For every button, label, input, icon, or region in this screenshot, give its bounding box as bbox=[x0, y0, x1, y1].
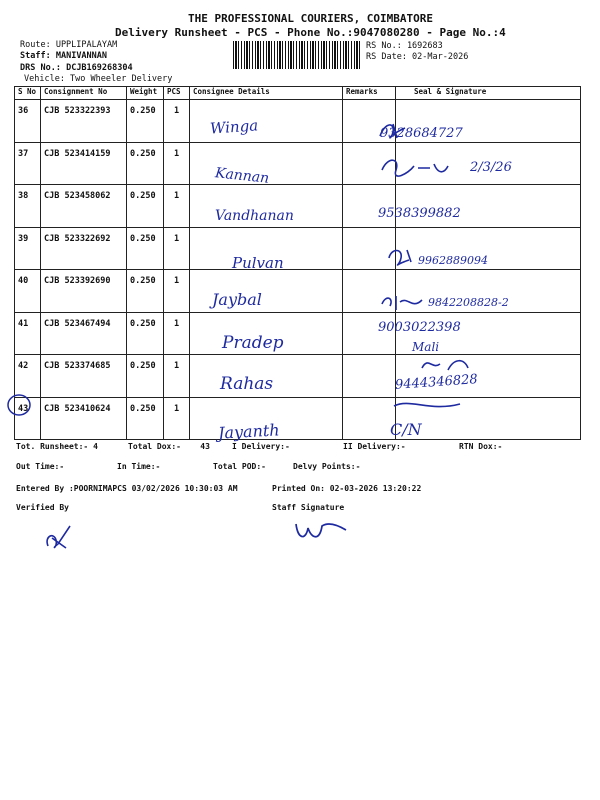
seal-handwriting: 9444346828 bbox=[394, 372, 479, 393]
sno-text: 42 bbox=[18, 361, 29, 371]
pcs-text: 1 bbox=[173, 361, 180, 371]
cell-consignment bbox=[41, 270, 127, 313]
rtn-dox: RTN Dox:- bbox=[459, 442, 503, 451]
total-dox-value: 43 bbox=[200, 442, 210, 451]
consignee-handwriting: Pradep bbox=[222, 333, 284, 353]
cell-sno bbox=[15, 185, 41, 228]
consignee-handwriting: Jaybal bbox=[212, 290, 262, 309]
consignment-text: CJB 523322393 bbox=[44, 106, 111, 116]
total-pod: Total POD:- bbox=[213, 462, 266, 471]
ii-delivery: II Delivery:- bbox=[343, 442, 406, 451]
seal-handwriting: 9962889094 bbox=[418, 254, 488, 267]
runsheet-subtitle: Delivery Runsheet - PCS - Phone No.:9047080280 - Page No.:4 bbox=[115, 26, 506, 39]
cell-sno bbox=[15, 355, 41, 398]
consignee-handwriting: Pulvan bbox=[232, 254, 284, 272]
consignment-text: CJB 523414159 bbox=[44, 148, 111, 159]
cell-pcs bbox=[164, 142, 190, 185]
sno-text: 43 bbox=[18, 403, 29, 414]
pcs-text: 1 bbox=[173, 191, 180, 201]
delvy-points: Delvy Points:- bbox=[293, 462, 361, 471]
weight-text: 0.250 bbox=[130, 233, 156, 244]
pcs-text: 1 bbox=[173, 233, 180, 244]
header-consignment: Consignment No bbox=[41, 87, 127, 100]
cell-pcs bbox=[164, 397, 190, 440]
consignment-text: CJB 523322692 bbox=[44, 233, 111, 244]
total-runsheet: Tot. Runsheet:- 4 bbox=[16, 442, 98, 451]
cell-consignment bbox=[41, 227, 127, 270]
table-row bbox=[15, 312, 581, 355]
cell-sno bbox=[15, 312, 41, 355]
rs-number: RS No.: 1692683 bbox=[366, 41, 443, 51]
cell-weight bbox=[127, 355, 164, 398]
cell-remarks bbox=[343, 397, 396, 440]
staff-value: MANIVANNAN bbox=[55, 51, 108, 61]
table-header-row bbox=[15, 87, 581, 100]
cell-weight bbox=[127, 142, 164, 185]
drs-value: DCJB169268304 bbox=[66, 63, 133, 73]
runsheet-table bbox=[14, 86, 581, 443]
signature-scribble-icon bbox=[385, 244, 419, 270]
cell-consignment bbox=[41, 312, 127, 355]
cell-pcs bbox=[164, 355, 190, 398]
header-pcs: PCS bbox=[164, 87, 190, 100]
table-row bbox=[15, 227, 581, 270]
consignment-text: CJB 523374685 bbox=[44, 361, 111, 371]
sno-text: 40 bbox=[18, 276, 29, 286]
sno-text: 36 bbox=[18, 106, 29, 116]
header-sno: S No bbox=[15, 87, 41, 100]
weight-text: 0.250 bbox=[130, 361, 156, 371]
staff-label: Staff: bbox=[20, 51, 51, 61]
pcs-text: 1 bbox=[173, 106, 180, 116]
pcs-text: 1 bbox=[173, 276, 180, 286]
seal-handwriting: 9003022398 bbox=[378, 320, 461, 335]
rs-date: RS Date: 02-Mar-2026 bbox=[366, 52, 469, 62]
seal-handwriting: C/N bbox=[390, 420, 422, 439]
cell-consignment bbox=[41, 142, 127, 185]
seal-handwriting: 9328684727 bbox=[380, 126, 463, 141]
in-time: In Time:- bbox=[117, 462, 161, 471]
printed-on: Printed On: 02-03-2026 13:20:22 bbox=[272, 484, 422, 493]
seal-handwriting: 9842208828-2 bbox=[428, 296, 509, 309]
cell-weight bbox=[127, 227, 164, 270]
cell-sno bbox=[15, 100, 41, 143]
out-time: Out Time:- bbox=[16, 462, 65, 471]
total-dox-label: Total Dox:- bbox=[128, 442, 181, 451]
weight-text: 0.250 bbox=[130, 191, 156, 201]
drs-label: DRS No.: bbox=[20, 63, 61, 73]
cell-pcs bbox=[164, 100, 190, 143]
cell-pcs bbox=[164, 312, 190, 355]
seal-handwriting: Mali bbox=[412, 340, 440, 354]
table-row bbox=[15, 355, 581, 398]
signature-scribble-icon bbox=[378, 290, 428, 314]
cell-weight bbox=[127, 312, 164, 355]
vehicle-label: Vehicle: Two Wheeler Delivery bbox=[24, 74, 173, 84]
route-label: Route: UPPLIPALAYAM bbox=[20, 40, 118, 50]
staff-signature-label: Staff Signature bbox=[272, 503, 345, 512]
company-title: THE PROFESSIONAL COURIERS, COIMBATORE bbox=[188, 12, 434, 25]
cell-consignment bbox=[41, 100, 127, 143]
weight-text: 0.250 bbox=[130, 318, 156, 329]
cell-remarks bbox=[343, 355, 396, 398]
table-row bbox=[15, 185, 581, 228]
cell-sno bbox=[15, 142, 41, 185]
pcs-text: 1 bbox=[173, 403, 180, 414]
signature-scribble-icon bbox=[418, 354, 478, 376]
cell-consignment bbox=[41, 355, 127, 398]
consignment-text: CJB 523410624 bbox=[44, 403, 111, 414]
weight-text: 0.250 bbox=[130, 148, 156, 159]
cell-pcs bbox=[164, 270, 190, 313]
verified-by-label: Verified By bbox=[16, 503, 69, 512]
consignment-text: CJB 523392690 bbox=[44, 276, 111, 286]
cell-pcs bbox=[164, 185, 190, 228]
header-seal-signature: Seal & Signature bbox=[396, 87, 581, 100]
sno-text: 41 bbox=[18, 318, 29, 329]
drs-line bbox=[20, 63, 133, 73]
sno-text: 39 bbox=[18, 233, 29, 244]
consignment-text: CJB 523467494 bbox=[44, 318, 111, 329]
signature-scribble-icon bbox=[378, 154, 468, 180]
weight-text: 0.250 bbox=[130, 276, 156, 286]
seal-handwriting: 2/3/26 bbox=[470, 160, 512, 175]
staff-line bbox=[20, 51, 107, 61]
consignee-handwriting: Kannan bbox=[214, 165, 270, 187]
cell-sno bbox=[15, 227, 41, 270]
cell-consignment bbox=[41, 185, 127, 228]
seal-handwriting: 9538399882 bbox=[378, 206, 461, 221]
cell-sno bbox=[15, 270, 41, 313]
table-row bbox=[15, 100, 581, 143]
consignee-handwriting: Winga bbox=[209, 116, 259, 138]
weight-text: 0.250 bbox=[130, 106, 156, 116]
verifier-signature-icon bbox=[40, 518, 76, 554]
cell-weight bbox=[127, 397, 164, 440]
header-remarks: Remarks bbox=[343, 87, 396, 100]
staff-signature-icon bbox=[292, 514, 352, 544]
consignee-handwriting: Vandhanan bbox=[215, 208, 294, 224]
entered-by: Entered By :POORNIMAPCS 03/02/2026 10:30:03 AM bbox=[16, 484, 238, 493]
barcode bbox=[233, 41, 361, 69]
cell-pcs bbox=[164, 227, 190, 270]
table-row bbox=[15, 397, 581, 440]
i-delivery: I Delivery:- bbox=[232, 442, 290, 451]
sno-text: 38 bbox=[18, 191, 29, 201]
consignment-text: CJB 523458062 bbox=[44, 191, 111, 201]
signature-scribble-icon bbox=[390, 396, 470, 416]
sno-text: 37 bbox=[18, 148, 29, 159]
consignee-handwriting: Rahas bbox=[220, 374, 274, 394]
circle-mark-icon bbox=[5, 392, 33, 418]
header-weight: Weight bbox=[127, 87, 164, 100]
cell-consignment bbox=[41, 397, 127, 440]
weight-text: 0.250 bbox=[130, 403, 156, 414]
cell-weight bbox=[127, 270, 164, 313]
cell-weight bbox=[127, 100, 164, 143]
total-dox bbox=[128, 442, 210, 451]
signature-scribble-icon bbox=[375, 118, 415, 144]
pcs-text: 1 bbox=[173, 318, 180, 329]
header-consignee: Consignee Details bbox=[190, 87, 343, 100]
cell-weight bbox=[127, 185, 164, 228]
consignee-handwriting: Jayanth bbox=[217, 420, 281, 443]
pcs-text: 1 bbox=[173, 148, 180, 159]
